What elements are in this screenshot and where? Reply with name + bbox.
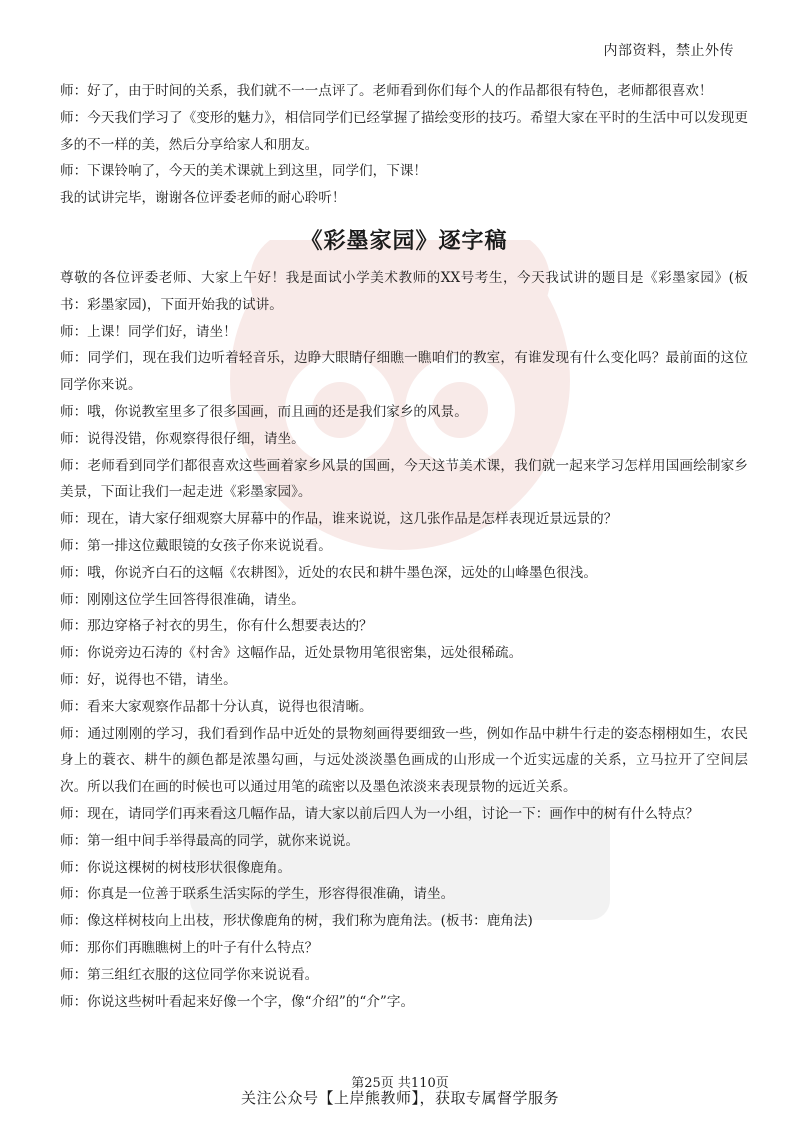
page-number: 第25页 共110页 — [351, 1076, 449, 1091]
text-line: 师：上课！同学们好，请坐！ — [60, 323, 237, 340]
text-line: 师：你说这棵树的树枝形状很像鹿角。 — [60, 859, 292, 876]
text-line: 师：老师看到同学们都很喜欢这些画着家乡风景的国画，今天这节美术课，我们就一起来学习怎样用国画绘制家乡美景，下面让我们一起走进《彩墨家园》。 — [60, 457, 748, 501]
confidential-note: 内部资料，禁止外传 — [603, 43, 734, 59]
text-line: 师：下课铃响了，今天的美术课就上到这里，同学们，下课！ — [60, 163, 428, 180]
text-line: 师：第三组红衣服的这位同学你来说说看。 — [60, 966, 319, 983]
text-line: 师：那你们再瞧瞧树上的叶子有什么特点？ — [60, 939, 319, 956]
text-line: 师：看来大家观察作品都十分认真，说得也很清晰。 — [60, 698, 373, 715]
text-line: 师：通过刚刚的学习，我们看到作品中近处的景物刻画得要细致一些，例如作品中耕牛行走的姿态栩栩如生，农民身上的蓑衣、耕牛的颜色都是浓墨勾画，与远处淡淡墨色画成的山形成一个近实远虚的关系，立马拉开了空间层次。所以我们在画的时候也可以通过用笔的疏密以及墨色浓淡来表现景物的远近关系。 — [60, 725, 748, 796]
text-line: 师：同学们，现在我们边听着轻音乐，边睁大眼睛仔细瞧一瞧咱们的教室，有谁发现有什么变化吗？最前面的这位同学你来说。 — [60, 350, 748, 394]
text-line: 师：哦，你说齐白石的这幅《农耕图》，近处的农民和耕牛墨色深，远处的山峰墨色很浅。 — [60, 564, 597, 581]
text-line: 师：那边穿格子衬衣的男生，你有什么想要表达的？ — [60, 618, 373, 635]
text-line: 师：刚刚这位学生回答得很准确，请坐。 — [60, 591, 305, 608]
text-line: 师：说得没错，你观察得很仔细，请坐。 — [60, 430, 305, 447]
footer-promo: 关注公众号【上岸熊教师】，获取专属督学服务 — [240, 1089, 559, 1107]
text-line: 我的试讲完毕，谢谢各位评委老师的耐心聆听！ — [60, 190, 346, 207]
text-line: 师：今天我们学习了《变形的魅力》，相信同学们已经掌握了描绘变形的技巧。希望大家在平时的生活中可以发现更多的不一样的美，然后分享给家人和朋友。 — [60, 109, 748, 153]
text-line: 师：好了，由于时间的关系，我们就不一一点评了。老师看到你们每个人的作品都很有特色，老师都很喜欢！ — [60, 83, 713, 99]
text-line: 师：好，说得也不错，请坐。 — [60, 671, 237, 688]
section-title: 《彩墨家园》逐字稿 — [300, 227, 508, 254]
text-line: 师：你真是一位善于联系生活实际的学生，形容得很准确，请坐。 — [60, 886, 455, 903]
text-line: 师：哦，你说教室里多了很多国画，而且画的还是我们家乡的风景。 — [60, 403, 468, 420]
text-line: 师：你说旁边石涛的《村舍》这幅作品，近处景物用笔很密集，远处很稀疏。 — [60, 645, 523, 662]
text-line: 师：你说这些树叶看起来好像一个字，像“介绍”的“介”字。 — [60, 993, 415, 1010]
document-body — [60, 78, 748, 1015]
text-line: 师：现在，请同学们再来看这几幅作品，请大家以前后四人为一小组，讨论一下：画作中的树有什么特点？ — [60, 805, 699, 822]
text-line: 师：第一组中间手举得最高的同学，就你来说说。 — [60, 832, 360, 849]
text-line: 师：第一排这位戴眼镜的女孩子你来说说看。 — [60, 537, 332, 554]
text-line: 师：现在，请大家仔细观察大屏幕中的作品，谁来说说，这几张作品是怎样表现近景远景的？ — [60, 511, 618, 528]
text-line: 尊敬的各位评委老师、大家上午好！我是面试小学美术教师的XX号考生，今天我试讲的题目是《彩墨家园》(板书：彩墨家园)，下面开始我的试讲。 — [60, 269, 748, 313]
text-line: 师：像这样树枝向上出枝，形状像鹿角的树，我们称为鹿角法。(板书：鹿角法) — [60, 913, 533, 930]
